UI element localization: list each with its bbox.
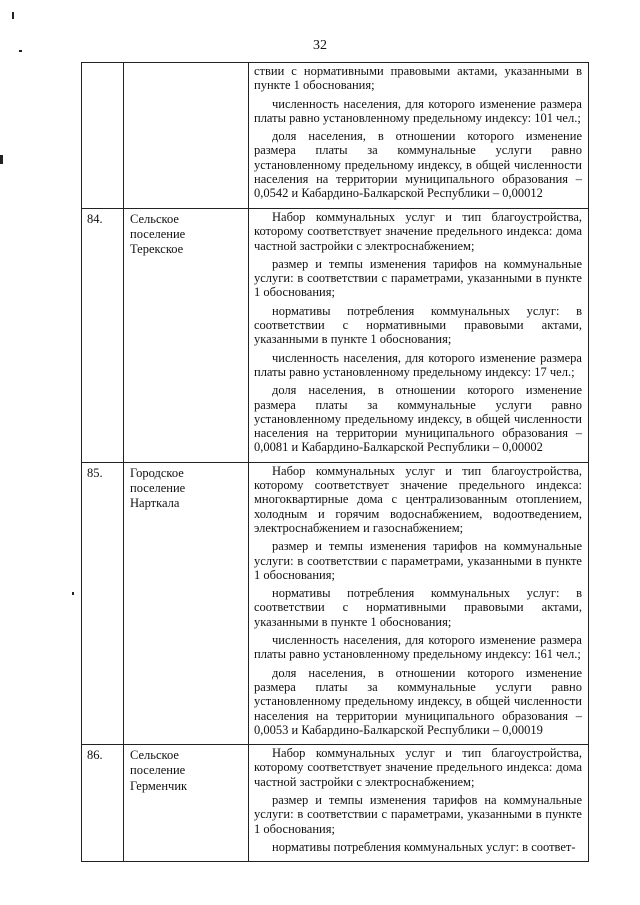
settlement-name: [124, 462, 249, 744]
description-paragraph: доля населения, в отношении которого изменение размера платы за коммунальные услуги равно установленному предельному индексу, в общей численности населения на территории муниципального образования – 0,0542 и Кабардино-Балкарской Республики – 0,00012: [254, 129, 582, 201]
settlement-name-line: Сельское: [130, 748, 179, 763]
settlement-name-line: Городское: [130, 465, 184, 480]
description-paragraph: нормативы потребления коммунальных услуг: в соответ-: [272, 839, 576, 854]
description-paragraph: размер и темпы изменения тарифов на коммунальные услуги: в соответствии с параметрами, указанными в пункте 1 обоснования;: [254, 256, 582, 300]
table-body: [82, 63, 589, 862]
row-description: [249, 63, 589, 209]
settlement-name-line: Сельское: [130, 212, 179, 226]
page-number: 32: [313, 38, 327, 53]
description-paragraph: доля населения, в отношении которого изменение размера платы за коммунальные услуги равно установленному предельному индексу, в общей численности населения на территории муниципального образования – 0,0081 и Кабардино-Балкарской Республики – 0,00002: [254, 383, 582, 455]
row-number: [82, 63, 124, 209]
row-number: 86.: [82, 745, 124, 862]
settlement-name-line: Терекское: [130, 242, 184, 257]
description-paragraph: размер и темпы изменения тарифов на коммунальные услуги: в соответствии с параметрами, указанными в пункте 1 обоснования;: [254, 792, 582, 836]
settlement-name-line: поселение: [130, 480, 186, 495]
row-description: [249, 462, 589, 744]
description-paragraph: ствии с нормативными правовыми актами, указанными в пункте 1 обоснования;: [254, 64, 582, 93]
settlements-table: [81, 62, 589, 862]
description-paragraph: Набор коммунальных услуг и тип благоустройства, которому соответствует значение предельного индекса: многоквартирные дома с централизованным отоплением, холодным и горячим водоснабжением, водоотведением, электроснабжением и газоснабжением;: [254, 463, 582, 535]
description-paragraph: численность населения, для которого изменение размера платы равно установленному предельному индексу: 101 чел.;: [254, 96, 582, 125]
row-description: [249, 745, 589, 862]
settlement-name: [124, 745, 249, 862]
row-description: [249, 209, 589, 463]
description-paragraph: доля населения, в отношении которого изменение размера платы за коммунальные услуги равно установленному предельному индексу, в общей численности населения на территории муниципального образования – 0,0053 и Кабардино-Балкарской Республики – 0,00019: [254, 665, 582, 737]
settlement-name-line: поселение: [130, 763, 186, 778]
description-paragraph: численность населения, для которого изменение размера платы равно установленному предельному индексу: 161 чел.;: [254, 633, 582, 662]
description-paragraph: нормативы потребления коммунальных услуг: в соответствии с нормативными правовыми актами, указанными в пункте 1 обоснования;: [254, 586, 582, 629]
table-row: [82, 63, 589, 209]
description-paragraph: размер и темпы изменения тарифов на коммунальные услуги: в соответствии с параметрами, указанными в пункте 1 обоснования;: [254, 539, 582, 582]
description-paragraph: Набор коммунальных услуг и тип благоустройства, которому соответствует значение предельного индекса: дома частной застройки с электроснабжением;: [254, 746, 582, 789]
description-paragraph: численность населения, для которого изменение размера платы равно установленному предельному индексу: 17 чел.;: [254, 350, 582, 379]
row-number: 85.: [82, 462, 124, 744]
settlement-name-line: Нарткала: [130, 496, 180, 511]
description-paragraph: нормативы потребления коммунальных услуг: в соответствии с нормативными правовыми актами, указанными в пункте 1 обоснования;: [254, 303, 582, 347]
settlement-name: [124, 63, 249, 209]
settlement-name-line: Герменчик: [130, 778, 188, 793]
row-number: 84.: [82, 209, 124, 463]
settlement-name-line: поселение: [130, 227, 186, 242]
description-paragraph: Набор коммунальных услуг и тип благоустройства, которому соответствует значение предельного индекса: дома частной застройки с электроснабжением;: [254, 210, 582, 253]
settlement-name: [124, 209, 249, 463]
table-row: [82, 462, 589, 744]
table-row: [82, 209, 589, 463]
table-row: [82, 745, 589, 862]
